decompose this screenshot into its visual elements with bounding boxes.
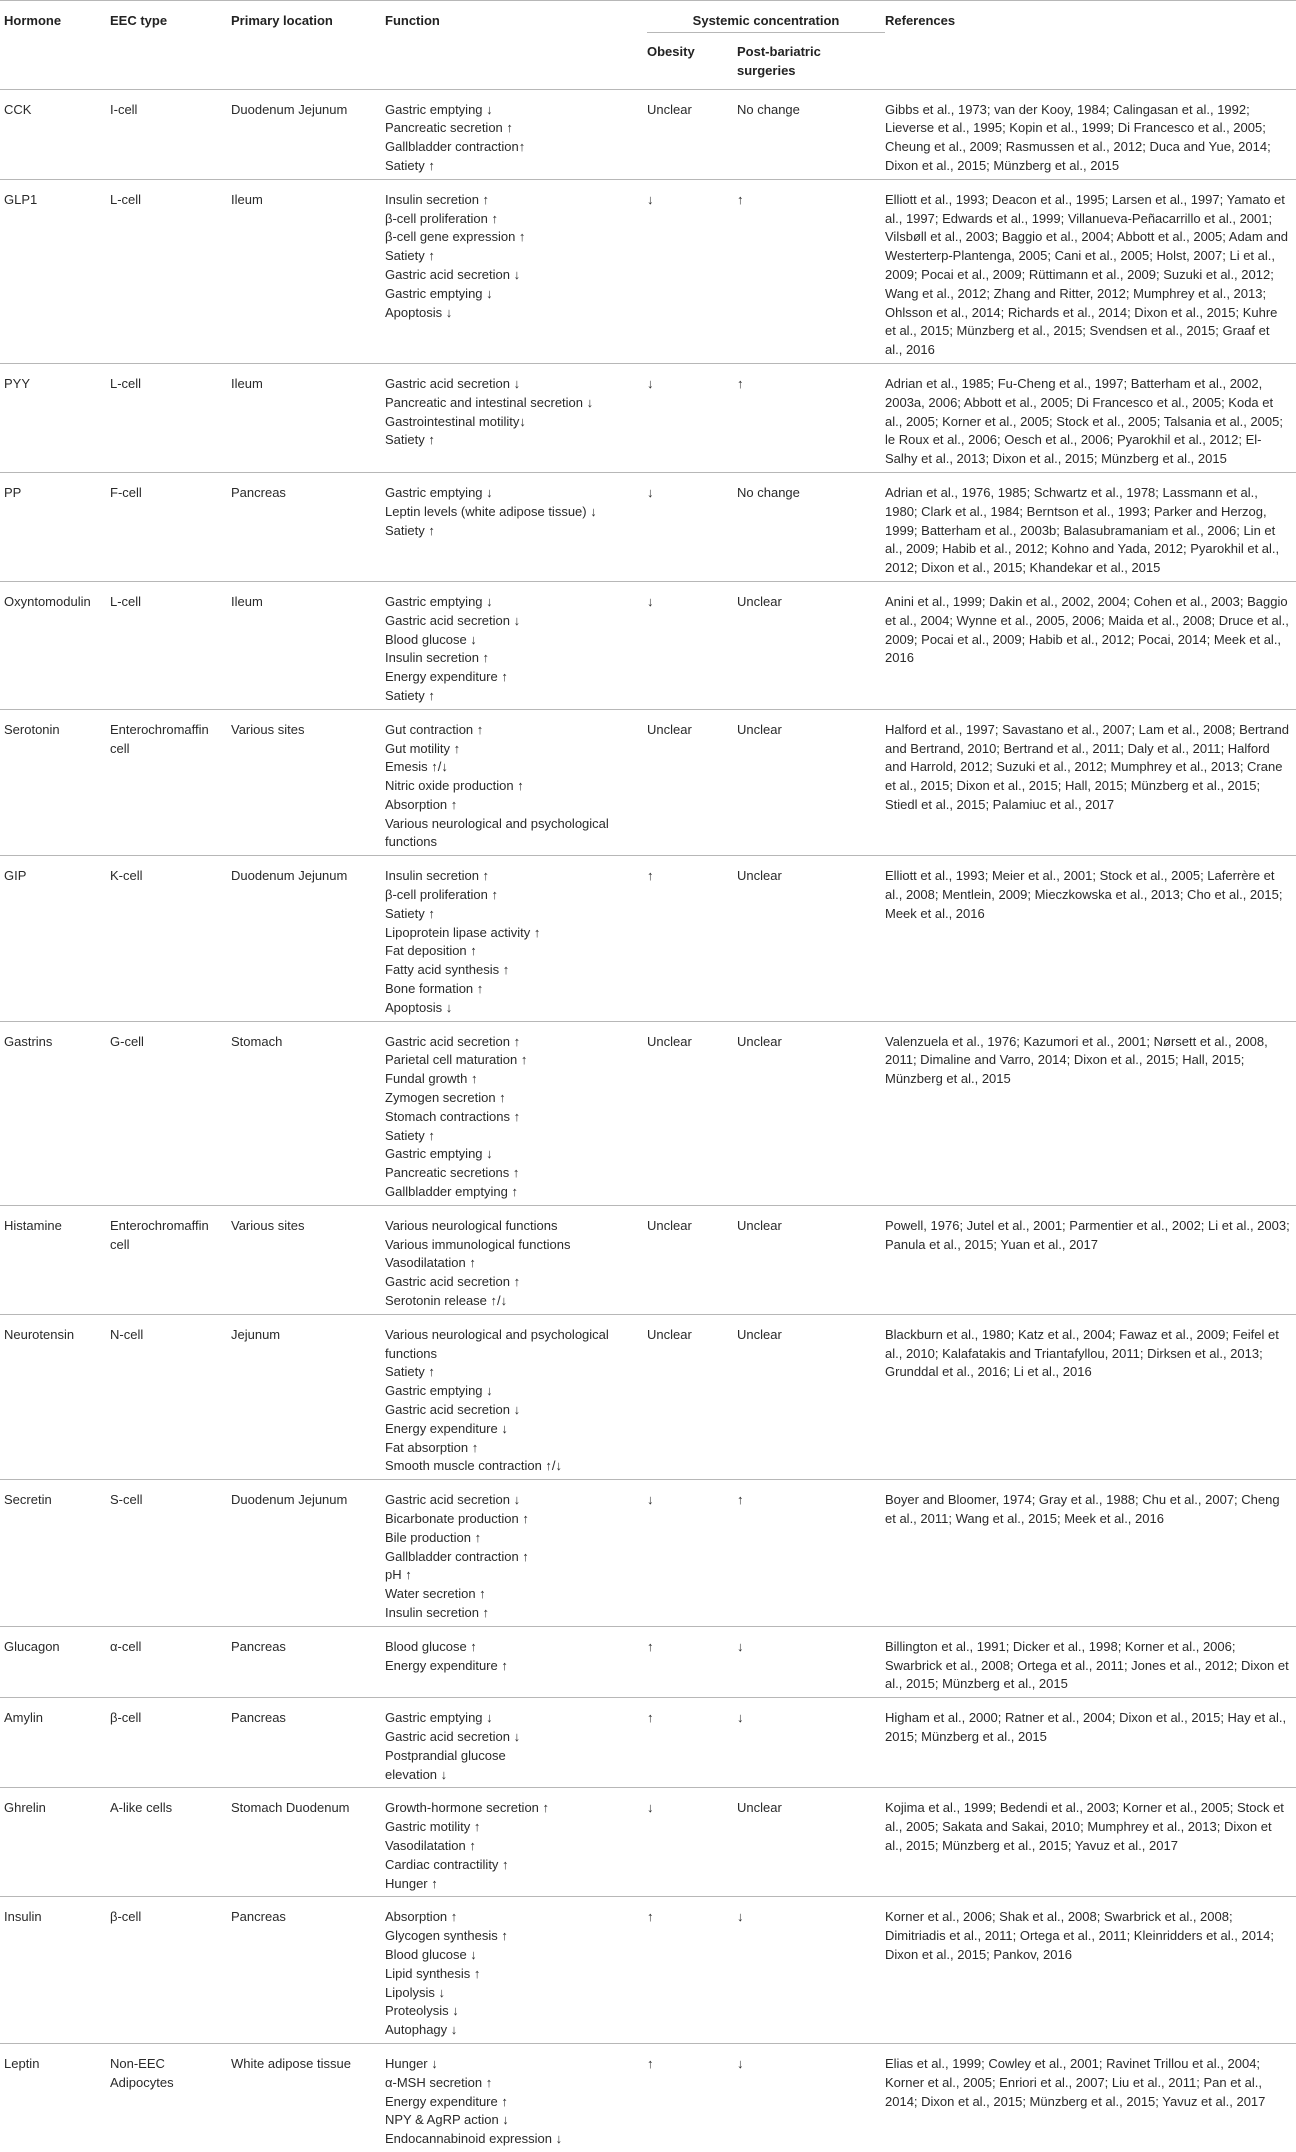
header-hormone: Hormone: [4, 13, 62, 28]
function-item: Cardiac contractility ↑: [385, 1856, 509, 1872]
function-cell: [385, 472, 647, 581]
function-item: Bile production ↑: [385, 1529, 482, 1545]
eec-type-cell: K-cell: [110, 856, 231, 1021]
location-cell: Pancreas: [231, 1626, 385, 1697]
function-item: Blood glucose ↑: [385, 1638, 477, 1654]
function-item: Gastric acid secretion ↓: [385, 612, 521, 628]
function-item: Satiety ↑: [385, 248, 435, 264]
function-item: Energy expenditure ↓: [385, 1420, 508, 1436]
references-cell: Higham et al., 2000; Ratner et al., 2004; Dixon et al., 2015; Hay et al., 2015; Münzberg et al., 2015: [885, 1698, 1296, 1788]
post-bariatric-cell: Unclear: [737, 709, 885, 856]
hormone-cell: CCK: [4, 101, 32, 117]
function-cell: [385, 363, 647, 472]
function-item: Absorption ↑: [385, 1909, 458, 1925]
obesity-cell: ↓: [647, 581, 737, 709]
table-row: [0, 856, 1296, 1021]
obesity-cell: ↑: [647, 1698, 737, 1788]
function-cell: [385, 709, 647, 856]
eec-type-cell: α-cell: [110, 1626, 231, 1697]
hormone-cell: GLP1: [0, 179, 110, 363]
references-cell: Gibbs et al., 1973; van der Kooy, 1984; Calingasan et al., 1992; Lieverse et al., 1995; Kopin et al., 1999; Di Francesco et al., 2005; Cheung et al., 2009; Rasmussen et al., 2012; Duca and Yue, 2014; Dixon et al., 2015; Münzberg et al., 2015: [885, 101, 1271, 173]
location-cell: Pancreas: [231, 472, 385, 581]
hormone-cell: Gastrins: [0, 1021, 110, 1205]
function-item: Glycogen synthesis ↑: [385, 1928, 508, 1944]
location-cell: Jejunum: [231, 1314, 385, 1479]
references-cell: Powell, 1976; Jutel et al., 2001; Parmentier et al., 2002; Li et al., 2003; Panula et al., 2015; Yuan et al., 2017: [885, 1205, 1296, 1314]
table-body: [0, 89, 1296, 2152]
obesity-cell: ↓: [647, 1480, 737, 1627]
post-bariatric-cell: ↓: [737, 1626, 885, 1697]
function-item: Gastric emptying ↓: [385, 484, 493, 500]
function-cell: [385, 1698, 647, 1788]
function-cell: [385, 1021, 647, 1205]
hormone-cell: Neurotensin: [0, 1314, 110, 1479]
table-row: [0, 1788, 1296, 1897]
function-item: functions: [385, 1345, 438, 1361]
function-item: Pancreatic and intestinal secretion ↓: [385, 394, 594, 410]
function-item: Postprandial glucose: [385, 1747, 506, 1763]
table-row: [0, 709, 1296, 856]
post-bariatric-cell: ↓: [737, 1897, 885, 2044]
function-cell: [385, 1626, 647, 1697]
post-bariatric-cell: No change: [737, 101, 800, 117]
function-item: Insulin secretion ↑: [385, 868, 490, 884]
function-item: Zymogen secretion ↑: [385, 1090, 506, 1106]
table-row: [0, 1021, 1296, 1205]
location-cell: Stomach: [231, 1021, 385, 1205]
post-bariatric-cell: Unclear: [737, 1021, 885, 1205]
eec-type-cell: L-cell: [110, 179, 231, 363]
function-cell: [385, 2043, 647, 2151]
function-cell: [385, 581, 647, 709]
function-item: Gastric acid secretion ↓: [385, 1492, 521, 1508]
table-row: [0, 179, 1296, 363]
table-row: [0, 1698, 1296, 1788]
function-item: β-cell proliferation ↑: [385, 210, 498, 226]
table-row: [0, 2043, 1296, 2151]
function-item: elevation ↓: [385, 1766, 448, 1782]
function-item: Emesis ↑/↓: [385, 759, 448, 775]
obesity-cell: ↓: [647, 1788, 737, 1897]
function-cell: [385, 89, 647, 179]
references-cell: Boyer and Bloomer, 1974; Gray et al., 1988; Chu et al., 2007; Cheng et al., 2011; Wang et al., 2015; Meek et al., 2016: [885, 1480, 1296, 1627]
hormone-cell: Secretin: [0, 1480, 110, 1627]
function-cell: [385, 1205, 647, 1314]
function-item: Various neurological and psychological: [385, 815, 609, 831]
function-item: Blood glucose ↓: [385, 1946, 477, 1962]
hormone-cell: Insulin: [0, 1897, 110, 2044]
function-item: Vasodilatation ↑: [385, 1837, 476, 1853]
table-row: [0, 89, 1296, 179]
function-item: pH ↑: [385, 1567, 412, 1583]
function-item: Endocannabinoid expression ↓: [385, 2131, 563, 2147]
function-item: Hunger ↓: [385, 2055, 438, 2071]
eec-type-cell: I-cell: [110, 101, 138, 117]
references-cell: Korner et al., 2006; Shak et al., 2008; Swarbrick et al., 2008; Dimitriadis et al., 2011; Ortega et al., 2011; Kleinridders et al., 2014; Dixon et al., 2015; Pankov, 2016: [885, 1897, 1296, 2044]
obesity-cell: ↓: [647, 363, 737, 472]
function-item: Absorption ↑: [385, 796, 458, 812]
location-cell: Various sites: [231, 1205, 385, 1314]
function-item: Satiety ↑: [385, 687, 435, 703]
function-item: Apoptosis ↓: [385, 999, 453, 1015]
function-item: Pancreatic secretions ↑: [385, 1165, 520, 1181]
table-row: [0, 1480, 1296, 1627]
location-cell: Duodenum Jejunum: [231, 101, 348, 117]
function-item: β-cell proliferation ↑: [385, 887, 498, 903]
references-cell: Kojima et al., 1999; Bedendi et al., 2003; Korner et al., 2005; Stock et al., 2005; Sakata and Sakai, 2010; Mumphrey et al., 2013; Dixon et al., 2015; Münzberg et al., 2015; Yavuz et al., 2017: [885, 1788, 1296, 1897]
table-row: [0, 1626, 1296, 1697]
function-item: Satiety ↑: [385, 432, 435, 448]
hormone-cell: Oxyntomodulin: [0, 581, 110, 709]
function-item: Satiety ↑: [385, 157, 435, 173]
table-row: [0, 581, 1296, 709]
function-item: Gastric acid secretion ↓: [385, 1728, 521, 1744]
header-obesity: Obesity: [647, 44, 695, 59]
function-item: Water secretion ↑: [385, 1586, 486, 1602]
post-bariatric-cell: ↑: [737, 1480, 885, 1627]
function-item: Proteolysis ↓: [385, 2003, 459, 2019]
function-item: Lipid synthesis ↑: [385, 1965, 481, 1981]
function-cell: [385, 1314, 647, 1479]
function-item: Energy expenditure ↑: [385, 669, 508, 685]
function-item: Gut motility ↑: [385, 740, 461, 756]
function-item: Gastric emptying ↓: [385, 1710, 493, 1726]
references-cell: Valenzuela et al., 1976; Kazumori et al., 2001; Nørsett et al., 2008, 2011; Dimaline and Varro, 2014; Dixon et al., 2015; Hall, 2015; Münzberg et al., 2015: [885, 1021, 1296, 1205]
post-bariatric-cell: ↑: [737, 363, 885, 472]
function-item: Gastric acid secretion ↑: [385, 1274, 521, 1290]
references-cell: Elliott et al., 1993; Meier et al., 2001; Stock et al., 2005; Laferrère et al., 2008; Mentlein, 2009; Mieczkowska et al., 2013; Cho et al., 2015; Meek et al., 2016: [885, 856, 1296, 1021]
function-item: Gastric emptying ↓: [385, 1146, 493, 1162]
post-bariatric-cell: Unclear: [737, 1205, 885, 1314]
function-item: Gut contraction ↑: [385, 721, 484, 737]
function-item: Gastric emptying ↓: [385, 285, 493, 301]
location-cell: Various sites: [231, 709, 385, 856]
eec-type-cell: Enterochromaffin cell: [110, 709, 231, 856]
obesity-cell: Unclear: [647, 1314, 737, 1479]
location-cell: Pancreas: [231, 1897, 385, 2044]
post-bariatric-cell: Unclear: [737, 1314, 885, 1479]
function-item: Gastric acid secretion ↓: [385, 375, 521, 391]
function-item: Pancreatic secretion ↑: [385, 120, 513, 136]
function-item: Energy expenditure ↑: [385, 2093, 508, 2109]
obesity-cell: ↑: [647, 856, 737, 1021]
eec-type-cell: S-cell: [110, 1480, 231, 1627]
function-item: Growth-hormone secretion ↑: [385, 1800, 550, 1816]
header-references: References: [885, 13, 956, 28]
function-item: Insulin secretion ↑: [385, 191, 490, 207]
function-item: Hunger ↑: [385, 1875, 438, 1891]
location-cell: Ileum: [231, 363, 385, 472]
hormone-cell: GIP: [0, 856, 110, 1021]
function-item: Gastric acid secretion ↑: [385, 1033, 521, 1049]
hormone-cell: Ghrelin: [0, 1788, 110, 1897]
references-cell: Adrian et al., 1976, 1985; Schwartz et al., 1978; Lassmann et al., 1980; Clark et al., 1984; Berntson et al., 1993; Parker and Herzog, 1999; Batterham et al., 2003b; Balasubramaniam et al., 2006; Lin et al., 2009; Habib et al., 2012; Kohno and Yada, 2012; Pyarokhil et al., 2012; Dixon et al., 2015; Khandekar et al., 2015: [885, 472, 1296, 581]
location-cell: Ileum: [231, 179, 385, 363]
obesity-cell: Unclear: [647, 1021, 737, 1205]
hormone-cell: PYY: [0, 363, 110, 472]
function-item: Various neurological and psychological: [385, 1326, 609, 1342]
eec-type-cell: L-cell: [110, 581, 231, 709]
function-item: Satiety ↑: [385, 1127, 435, 1143]
obesity-cell: Unclear: [647, 709, 737, 856]
function-cell: [385, 856, 647, 1021]
function-cell: [385, 179, 647, 363]
obesity-cell: ↑: [647, 1897, 737, 2044]
references-cell: Blackburn et al., 1980; Katz et al., 2004; Fawaz et al., 2009; Feifel et al., 2010; Kalafatakis and Triantafyllou, 2011; Dirksen et al., 2013; Grunddal et al., 2016; Li et al., 2016: [885, 1314, 1296, 1479]
eec-type-cell: β-cell: [110, 1698, 231, 1788]
header-systemic-concentration: Systemic concentration: [647, 0, 885, 33]
function-item: Stomach contractions ↑: [385, 1108, 521, 1124]
references-cell: Adrian et al., 1985; Fu-Cheng et al., 1997; Batterham et al., 2002, 2003a, 2006; Abbott et al., 2005; Di Francesco et al., 2005; Koda et al., 2005; Korner et al., 2005; Stock et al., 2005; Talsania et al., 2005; le Roux et al., 2006; Oesch et al., 2006; Pyarokhil et al., 2012; El-Salhy et al., 2013; Dixon et al., 2015; Münzberg et al., 2015: [885, 363, 1296, 472]
post-bariatric-cell: ↓: [737, 1698, 885, 1788]
header-post-bariatric: Post-bariatric surgeries: [737, 44, 821, 78]
function-item: Insulin secretion ↑: [385, 650, 490, 666]
hormone-cell: Glucagon: [0, 1626, 110, 1697]
function-item: functions: [385, 834, 438, 850]
table-row: [0, 1897, 1296, 2044]
obesity-cell: ↓: [647, 179, 737, 363]
header-eec-type: EEC type: [110, 13, 168, 28]
hormone-cell: Amylin: [0, 1698, 110, 1788]
obesity-cell: ↑: [647, 2043, 737, 2151]
eec-type-cell: Enterochromaffin cell: [110, 1205, 231, 1314]
function-item: Gallbladder contraction ↑: [385, 1548, 529, 1564]
function-item: Satiety ↑: [385, 522, 435, 538]
function-cell: [385, 1480, 647, 1627]
function-item: α-MSH secretion ↑: [385, 2074, 493, 2090]
function-item: Fat deposition ↑: [385, 943, 477, 959]
header-primary-location: Primary location: [231, 13, 333, 28]
location-cell: Stomach Duodenum: [231, 1788, 385, 1897]
obesity-cell: ↑: [647, 1626, 737, 1697]
table-row: [0, 1314, 1296, 1479]
function-item: Various neurological functions: [385, 1217, 558, 1233]
function-item: Parietal cell maturation ↑: [385, 1052, 528, 1068]
function-cell: [385, 1897, 647, 2044]
function-item: NPY & AgRP action ↓: [385, 2112, 509, 2128]
function-item: Gastric acid secretion ↓: [385, 266, 521, 282]
function-item: Lipoprotein lipase activity ↑: [385, 924, 541, 940]
function-item: Various immunological functions: [385, 1236, 571, 1252]
post-bariatric-cell: Unclear: [737, 856, 885, 1021]
hormone-cell: Leptin: [0, 2043, 110, 2151]
obesity-cell: Unclear: [647, 1205, 737, 1314]
function-item: Fatty acid synthesis ↑: [385, 962, 510, 978]
function-item: Energy expenditure ↑: [385, 1657, 508, 1673]
references-cell: Anini et al., 1999; Dakin et al., 2002, 2004; Cohen et al., 2003; Baggio et al., 2004; Wynne et al., 2005, 2006; Maida et al., 2008; Druce et al., 2009; Pocai et al., 2009; Habib et al., 2012; Pocai, 2014; Meek et al., 2016: [885, 581, 1296, 709]
eec-type-cell: F-cell: [110, 472, 231, 581]
function-item: Lipolysis ↓: [385, 1984, 445, 2000]
function-item: Insulin secretion ↑: [385, 1604, 490, 1620]
location-cell: White adipose tissue: [231, 2043, 385, 2151]
hormone-cell: PP: [0, 472, 110, 581]
location-cell: Duodenum Jejunum: [231, 856, 385, 1021]
header-function: Function: [385, 13, 440, 28]
eec-type-cell: G-cell: [110, 1021, 231, 1205]
references-cell: Elliott et al., 1993; Deacon et al., 1995; Larsen et al., 1997; Yamato et al., 1997; Edwards et al., 1999; Villanueva-Peñacarrillo et al., 2001; Vilsbøll et al., 2003; Baggio et al., 2004; Abbott et al., 2005; Adam and Westerterp-Plantenga, 2005; Cani et al., 2005; Holst, 2007; Li et al., 2009; Pocai et al., 2009; Rüttimann et al., 2009; Suzuki et al., 2012; Wang et al., 2012; Zhang and Ritter, 2012; Mumphrey et al., 2013; Ohlsson et al., 2014; Richards et al., 2014; Dixon et al., 2015; Kuhre et al., 2015; Münzberg et al., 2015; Svendsen et al., 2015; Graaf et al., 2016: [885, 179, 1296, 363]
references-cell: Elias et al., 1999; Cowley et al., 2001; Ravinet Trillou et al., 2004; Korner et al., 2005; Enriori et al., 2007; Liu et al., 2011; Pan et al., 2014; Dixon et al., 2015; Münzberg et al., 2015; Yavuz et al., 2017: [885, 2043, 1296, 2151]
function-item: Bicarbonate production ↑: [385, 1510, 529, 1526]
post-bariatric-cell: ↓: [737, 2043, 885, 2151]
function-item: β-cell gene expression ↑: [385, 229, 526, 245]
function-item: Satiety ↑: [385, 905, 435, 921]
function-item: Vasodilatation ↑: [385, 1255, 476, 1271]
obesity-cell: ↓: [647, 472, 737, 581]
eec-type-cell: A-like cells: [110, 1788, 231, 1897]
function-item: Blood glucose ↓: [385, 631, 477, 647]
eec-type-cell: β-cell: [110, 1897, 231, 2044]
function-item: Gastric emptying ↓: [385, 101, 493, 117]
function-item: Gastric motility ↑: [385, 1819, 481, 1835]
obesity-cell: Unclear: [647, 101, 692, 117]
function-item: Gastric emptying ↓: [385, 593, 493, 609]
table-row: [0, 472, 1296, 581]
function-item: Smooth muscle contraction ↑/↓: [385, 1458, 563, 1474]
function-item: Fundal growth ↑: [385, 1071, 478, 1087]
references-cell: Halford et al., 1997; Savastano et al., 2007; Lam et al., 2008; Bertrand and Bertrand, 2010; Bertrand et al., 2011; Daly et al., 2011; Halford and Harrold, 2012; Suzuki et al., 2012; Mumphrey et al., 2013; Crane et al., 2015; Dixon et al., 2015; Hall, 2015; Münzberg et al., 2015; Stiedl et al., 2015; Palamiuc et al., 2017: [885, 709, 1296, 856]
eec-type-cell: L-cell: [110, 363, 231, 472]
function-item: Apoptosis ↓: [385, 304, 453, 320]
table-row: [0, 1205, 1296, 1314]
function-item: Fat absorption ↑: [385, 1439, 479, 1455]
function-item: Gastrointestinal motility↓: [385, 413, 526, 429]
table-row: [0, 363, 1296, 472]
post-bariatric-cell: No change: [737, 472, 885, 581]
eec-type-cell: N-cell: [110, 1314, 231, 1479]
function-cell: [385, 1788, 647, 1897]
function-item: Bone formation ↑: [385, 981, 484, 997]
function-item: Leptin levels (white adipose tissue) ↓: [385, 503, 597, 519]
location-cell: Ileum: [231, 581, 385, 709]
function-item: Gastric emptying ↓: [385, 1383, 493, 1399]
function-item: Gallbladder contraction↑: [385, 139, 526, 155]
hormone-cell: Histamine: [0, 1205, 110, 1314]
function-item: Gastric acid secretion ↓: [385, 1402, 521, 1417]
function-item: Nitric oxide production ↑: [385, 778, 524, 794]
post-bariatric-cell: Unclear: [737, 581, 885, 709]
post-bariatric-cell: Unclear: [737, 1788, 885, 1897]
location-cell: Pancreas: [231, 1698, 385, 1788]
function-item: Satiety ↑: [385, 1364, 435, 1380]
eec-type-cell: Non-EEC Adipocytes: [110, 2043, 231, 2151]
hormone-cell: Serotonin: [0, 709, 110, 856]
function-item: Autophagy ↓: [385, 2022, 458, 2038]
post-bariatric-cell: ↑: [737, 179, 885, 363]
function-item: Serotonin release ↑/↓: [385, 1293, 508, 1309]
location-cell: Duodenum Jejunum: [231, 1480, 385, 1627]
references-cell: Billington et al., 1991; Dicker et al., 1998; Korner et al., 2006; Swarbrick et al., 2008; Ortega et al., 2011; Jones et al., 2012; Dixon et al., 2015; Münzberg et al., 2015: [885, 1626, 1296, 1697]
function-item: Gallbladder emptying ↑: [385, 1184, 518, 1200]
